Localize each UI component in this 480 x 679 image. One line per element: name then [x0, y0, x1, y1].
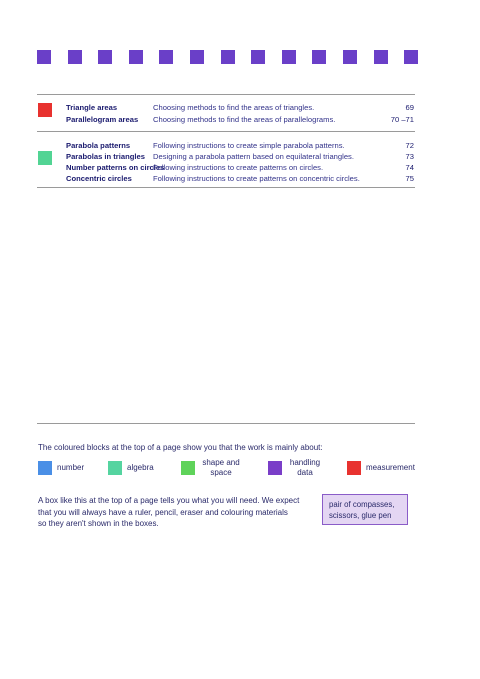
purple-square-icon [190, 50, 204, 64]
contents-page: 69 [405, 103, 414, 112]
requirement-line: pair of compasses, [329, 500, 395, 509]
handling-data-swatch-icon [268, 461, 282, 475]
number-swatch-icon [38, 461, 52, 475]
purple-square-icon [68, 50, 82, 64]
key-label-line: data [297, 468, 313, 477]
purple-square-icon [374, 50, 388, 64]
divider [37, 187, 415, 188]
purple-square-icon [312, 50, 326, 64]
key-intro: The coloured blocks at the top of a page show you that the work is mainly about: [38, 443, 323, 452]
text-line: A box like this at the top of a page tells you what you will need. We expect [38, 496, 300, 505]
contents-title: Parabolas in triangles [66, 152, 145, 161]
contents-title: Parallelogram areas [66, 115, 139, 124]
purple-square-icon [98, 50, 112, 64]
purple-square-icon [282, 50, 296, 64]
contents-description: Following instructions to create simple parabola patterns. [153, 141, 345, 150]
purple-square-icon [251, 50, 265, 64]
key-label-line: handling [289, 458, 321, 467]
algebra-block-icon [38, 151, 52, 165]
contents-description: Designing a parabola pattern based on equilateral triangles. [153, 152, 354, 161]
contents-row[interactable] [66, 151, 414, 162]
key-label-algebra: algebra [127, 463, 154, 472]
contents-title: Concentric circles [66, 174, 132, 183]
contents-page: 70 –71 [390, 115, 414, 124]
contents-title: Number patterns on circles [66, 163, 165, 172]
divider [37, 423, 415, 424]
contents-page: 75 [405, 174, 414, 183]
contents-row[interactable] [66, 140, 414, 151]
requirements-box [322, 494, 408, 525]
algebra-swatch-icon [108, 461, 122, 475]
measurement-block-icon [38, 103, 52, 117]
topic-color-strip [37, 50, 418, 64]
contents-title: Parabola patterns [66, 141, 131, 150]
key-label-line: shape and [202, 458, 240, 467]
purple-square-icon [37, 50, 51, 64]
contents-page: 74 [405, 163, 414, 172]
contents-row[interactable] [66, 162, 414, 173]
contents-page: 72 [405, 141, 414, 150]
contents-description: Following instructions to create patterns on circles. [153, 163, 324, 172]
contents-row[interactable] [66, 173, 414, 184]
key-label-handling-data [287, 458, 323, 478]
contents-page: 73 [405, 152, 414, 161]
contents-description: Following instructions to create patterns on concentric circles. [153, 174, 360, 183]
purple-square-icon [343, 50, 357, 64]
requirements-explanation [38, 495, 318, 530]
contents-row[interactable] [66, 114, 414, 125]
contents-description: Choosing methods to find the areas of parallelograms. [153, 115, 336, 124]
key-label-number: number [57, 463, 85, 472]
purple-square-icon [129, 50, 143, 64]
requirements-box-text [329, 500, 407, 521]
requirement-line: scissors, glue pen [329, 510, 392, 520]
measurement-swatch-icon [347, 461, 361, 475]
purple-square-icon [221, 50, 235, 64]
divider [37, 131, 415, 132]
key-label-shape-space [201, 458, 241, 478]
contents-row[interactable] [66, 102, 414, 113]
shape-space-swatch-icon [181, 461, 195, 475]
key-label-line: space [210, 468, 232, 477]
purple-square-icon [159, 50, 173, 64]
divider [37, 94, 415, 95]
contents-description: Choosing methods to find the areas of triangles. [153, 103, 315, 112]
key-label-measurement: measurement [366, 463, 415, 472]
text-line: so they aren't shown in the boxes. [38, 519, 159, 528]
purple-square-icon [404, 50, 418, 64]
contents-title: Triangle areas [66, 103, 118, 112]
text-line: that you will always have a ruler, pencil, eraser and colouring materials [38, 507, 288, 517]
